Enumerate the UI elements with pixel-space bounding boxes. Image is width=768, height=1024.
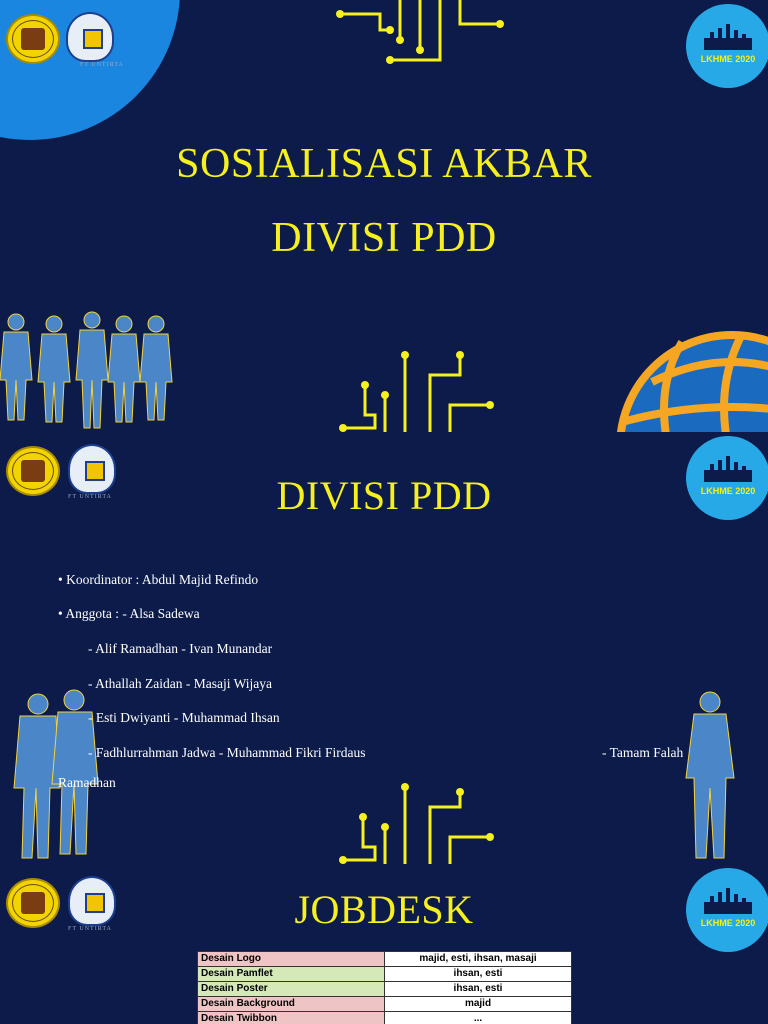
businessman-illustration — [676, 688, 746, 864]
slide-title-line2: DIVISI PDD — [271, 215, 497, 261]
members-line: - Alif Ramadhan - Ivan Munandar — [88, 641, 273, 656]
table-row: Desain Twibbon ... — [198, 1012, 572, 1024]
table-row: Desain Poster ihsan, esti — [198, 982, 572, 997]
slide-title — [0, 0, 768, 432]
members-line: - Athallah Zaidan - Masaji Wijaya — [88, 676, 273, 691]
slide-title-line1: SOSIALISASI AKBAR — [176, 141, 592, 187]
lkhme-badge: LKHME 2020 — [686, 436, 768, 520]
logo-caption: FT UNTIRTA — [68, 494, 112, 500]
lkhme-badge: LKHME 2020 — [686, 868, 768, 952]
members-line: - Tamam Falah — [602, 745, 684, 760]
members-line: - Fadhlurrahman Jadwa - Muhammad Fikri Firdaus — [88, 745, 366, 760]
members-line: - Esti Dwiyanti - Muhammad Ihsan — [88, 710, 280, 725]
members-line: • Anggota : - Alsa Sadewa — [58, 606, 200, 621]
university-logo — [6, 14, 60, 64]
table-row: Desain Pamflet ihsan, esti — [198, 967, 572, 982]
business-people-illustration — [0, 310, 180, 432]
globe-icon — [612, 322, 768, 432]
lkhme-badge: LKHME 2020 — [686, 4, 768, 88]
slide-title: JOBDESK — [294, 887, 474, 932]
logo-caption: FT UNTIRTA — [80, 62, 124, 68]
student-association-logo — [66, 12, 114, 62]
circuit-decoration — [330, 0, 510, 70]
table-row: Desain Logo majid, esti, ihsan, masaji — [198, 952, 572, 967]
circuit-decoration — [335, 345, 500, 432]
circuit-decoration — [335, 782, 500, 864]
members-line: Ramadhan — [58, 775, 116, 790]
slide-title: DIVISI PDD — [276, 473, 492, 518]
table-row: Desain Background majid — [198, 997, 572, 1012]
coordinator-line: • Koordinator : Abdul Majid Refindo — [58, 572, 259, 587]
city-skyline-icon — [704, 24, 752, 50]
jobdesk-table — [197, 951, 572, 1024]
logo-caption: FT UNTIRTA — [68, 926, 112, 932]
